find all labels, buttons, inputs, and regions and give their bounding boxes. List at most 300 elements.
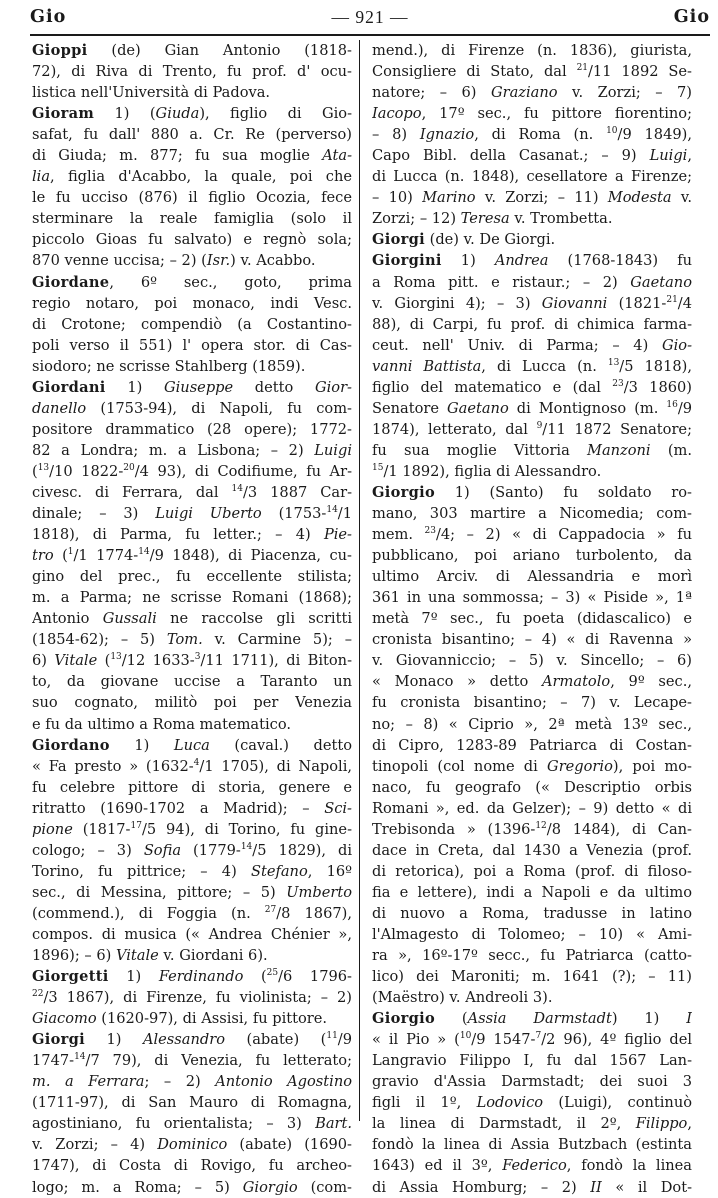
italic-text: Marino <box>422 189 476 207</box>
text-run: Zorzi; – 12) <box>372 210 461 228</box>
text-run: safat, fu dall' 880 a. Cr. Re (perverso) <box>32 126 352 144</box>
text-run: detto <box>233 378 315 396</box>
text-run: (1854-62); – 5) <box>32 631 167 649</box>
text-line <box>372 461 692 482</box>
text-run: « il Pio » ( <box>372 1031 460 1049</box>
text-line <box>32 461 352 482</box>
text-line <box>32 587 352 608</box>
italic-text: vanni Battista <box>372 357 482 375</box>
superscript: 11 <box>326 1031 338 1042</box>
superscript: 14 <box>231 484 243 495</box>
superscript: 1 <box>67 547 74 558</box>
text-run: mano, 303 martire a Nicomedia; com- <box>372 505 692 523</box>
text-line <box>372 1155 692 1176</box>
text-run: gravio d'Assia Darmstadt; dei suoi 3 <box>372 1073 692 1091</box>
text-line <box>372 482 692 503</box>
italic-text: Luca <box>173 736 210 754</box>
text-run: « il Dot- <box>601 1178 692 1196</box>
superscript: 14 <box>326 505 338 516</box>
left-column <box>32 40 352 1198</box>
text-run: di Assia Homburg; – 2) <box>372 1178 591 1196</box>
headword: Giorgetti <box>32 968 109 986</box>
italic-text: Ata- <box>322 147 352 165</box>
text-run: /9 1849), <box>617 126 692 144</box>
text-run: /3 1867), di Firenze, fu violinista; – 2) <box>43 989 352 1007</box>
text-line <box>372 166 692 187</box>
text-run: , figlia d'Acabbo, la quale, poi che <box>50 168 352 186</box>
text-run: e fu da ultimo a Roma matematico. <box>32 715 292 733</box>
italic-text: I <box>686 1010 692 1028</box>
text-run: sterminare la reale famiglia (solo il <box>32 210 352 228</box>
text-run: /6 1796- <box>278 968 352 986</box>
text-run: logo; m. a Roma; – 5) <box>32 1178 243 1196</box>
text-line <box>372 250 692 271</box>
italic-text: Isr. <box>206 252 231 270</box>
text-line <box>372 735 692 756</box>
italic-text: danello <box>32 399 87 417</box>
text-run: sec., di Messina, pittore; – 5) <box>32 883 287 901</box>
text-run: dinale; – 3) <box>32 505 156 523</box>
text-line <box>32 756 352 777</box>
italic-text: Bart. <box>315 1115 352 1133</box>
text-run: /3 1887 Car- <box>242 483 352 501</box>
headword: Giorgini <box>372 252 442 270</box>
text-run: (1620-97), di Assisi, fu pittore. <box>96 1010 328 1028</box>
text-run: metà 7º sec., fu poeta (didascalico) e <box>372 610 692 628</box>
text-run: compos. di musica (« Andrea Chénier », <box>32 925 352 943</box>
text-run: (abate) ( <box>225 1031 327 1049</box>
text-line <box>372 987 692 1008</box>
text-run: (commend.), di Foggia (n. <box>32 904 265 922</box>
text-line <box>372 566 692 587</box>
text-run: 361 in una sommossa; – 3) « Piside », 1ª <box>372 589 692 607</box>
text-run: Senatore <box>372 399 447 417</box>
text-line <box>32 1134 352 1155</box>
text-run: fu cronista bisantino; – 7) v. Lecape- <box>372 694 692 712</box>
text-line <box>372 335 692 356</box>
italic-text: Graziano <box>490 84 558 102</box>
text-line <box>32 482 352 503</box>
text-run: poli verso il 551) l' opera stor. di Cas- <box>32 336 352 354</box>
text-run: 82 a Londra; m. a Lisbona; – 2) <box>32 441 315 459</box>
text-line <box>32 103 352 124</box>
text-run: /8 1484), di Can- <box>546 820 692 838</box>
text-run: /8 1867), <box>276 904 352 922</box>
text-line <box>32 629 352 650</box>
text-line <box>372 40 692 61</box>
text-line <box>372 1113 692 1134</box>
italic-text: Pie- <box>323 526 352 544</box>
text-run: /7 79), di Venezia, fu letterato; <box>85 1052 352 1070</box>
italic-text: Iacopo <box>372 105 422 123</box>
text-line <box>372 966 692 987</box>
italic-text: Giovanni <box>541 294 608 312</box>
text-run: di nuovo a Roma, tradusse in latino <box>372 904 692 922</box>
italic-text: Ignazio <box>419 126 475 144</box>
text-run: ) v. Acabbo. <box>230 252 316 270</box>
italic-text: Vitale <box>54 652 98 670</box>
text-run: /4 93), di Codifiume, fu Ar- <box>134 462 352 480</box>
superscript: 21 <box>666 294 678 305</box>
text-line <box>32 440 352 461</box>
text-run: ra », 16º-17º secc., fu Patriarca (catto- <box>372 947 692 965</box>
text-line <box>32 840 352 861</box>
text-run: , 6º sec., goto, prima <box>109 273 352 291</box>
text-run: , di Roma (n. <box>474 126 607 144</box>
superscript: 7 <box>535 1031 542 1042</box>
text-line <box>32 692 352 713</box>
text-line <box>32 250 352 271</box>
text-run: di Montignoso (m. <box>508 399 667 417</box>
italic-text: Giorgio <box>242 1178 298 1196</box>
text-line <box>372 1134 692 1155</box>
italic-text: Sofia <box>143 841 182 859</box>
text-run: /5 94), di Torino, fu gine- <box>141 820 352 838</box>
text-line <box>372 608 692 629</box>
text-line <box>32 987 352 1008</box>
text-line <box>32 124 352 145</box>
text-line <box>372 314 692 335</box>
text-line <box>372 229 692 250</box>
text-run: v. Giovanniccio; – 5) v. Sincello; – 6) <box>372 652 692 670</box>
headword: Giorgio <box>372 1010 436 1028</box>
text-line <box>372 1071 692 1092</box>
text-run: (1753- <box>261 505 327 523</box>
italic-text: Stefano <box>250 862 308 880</box>
text-run: Capo Bibl. della Casanat.; – 9) <box>372 147 650 165</box>
superscript: 17 <box>130 820 142 831</box>
text-line <box>32 650 352 671</box>
text-line <box>32 314 352 335</box>
text-run: 1896); – 6) <box>32 947 116 965</box>
text-run: cronista bisantino; – 4) « di Ravenna » <box>372 631 692 649</box>
text-run: /9 <box>677 399 692 417</box>
text-line <box>372 714 692 735</box>
text-line <box>372 1008 692 1029</box>
superscript: 21 <box>576 63 589 74</box>
text-line <box>32 503 352 524</box>
superscript: 27 <box>264 905 277 916</box>
superscript: 14 <box>74 1052 86 1063</box>
text-run: /5 1818), <box>619 357 692 375</box>
text-run: /1 1705), di Napoli, <box>199 757 352 775</box>
text-run: , 16º <box>307 862 352 880</box>
text-line <box>372 1177 692 1198</box>
superscript: 10 <box>606 126 618 137</box>
text-line <box>372 503 692 524</box>
text-run: (m. <box>650 441 692 459</box>
text-run: Torino, fu pittrice; – 4) <box>32 862 251 880</box>
text-run: 1) <box>84 1031 143 1049</box>
superscript: 3 <box>194 652 201 663</box>
text-run: di retorica), poi a Roma (prof. di filoso- <box>372 862 692 880</box>
text-line <box>32 1113 352 1134</box>
text-run: 1874), letterato, dal <box>372 420 537 438</box>
text-line <box>32 798 352 819</box>
text-line <box>32 524 352 545</box>
page-number: — 921 — <box>331 6 409 27</box>
italic-text: Filippo <box>635 1115 688 1133</box>
text-run: , <box>687 1115 692 1133</box>
superscript: 13 <box>110 652 122 663</box>
text-run: « Monaco » detto <box>372 673 543 691</box>
text-run: fia e lettere), indi a Napoli e da ultimo <box>372 883 692 901</box>
text-run: /4 <box>677 294 692 312</box>
text-run: figlio del matematico e (dal <box>372 378 613 396</box>
text-line <box>32 945 352 966</box>
text-line <box>372 419 692 440</box>
italic-text: II <box>590 1178 602 1196</box>
text-line <box>32 1050 352 1071</box>
text-run: /3 1860) <box>623 378 692 396</box>
italic-text: pione <box>32 820 73 838</box>
text-run: (com- <box>297 1178 352 1196</box>
text-run: mem. <box>372 526 425 544</box>
text-run: natore; – 6) <box>372 84 491 102</box>
text-run: ) 1) <box>611 1010 687 1028</box>
text-line <box>372 208 692 229</box>
superscript: 16 <box>666 399 678 410</box>
text-line <box>372 587 692 608</box>
text-run: ceut. nell' Univ. di Parma; – 4) <box>372 336 662 354</box>
text-run: v. Zorzi; – 4) <box>32 1136 158 1154</box>
text-line <box>32 229 352 250</box>
text-run: /11 1711), di Biton- <box>200 652 352 670</box>
text-run: 1818), di Parma, fu letter.; – 4) <box>32 526 324 544</box>
text-run: v. Trombetta. <box>509 210 613 228</box>
text-run: Langravio Filippo I, fu dal 1567 Lan- <box>372 1052 692 1070</box>
text-line <box>372 861 692 882</box>
text-run: a Roma pitt. e ristaur.; – 2) <box>372 273 631 291</box>
text-run: di Cipro, 1283-89 Patriarca di Costan- <box>372 736 692 754</box>
text-run: (1817- <box>72 820 131 838</box>
superscript: 13 <box>37 463 50 474</box>
italic-text: lia <box>32 168 51 186</box>
text-run: v. Carmine 5); – <box>202 631 352 649</box>
text-run: agostiniano, fu orientalista; – 3) <box>32 1115 316 1133</box>
text-run: /10 1822- <box>49 462 124 480</box>
text-line <box>372 650 692 671</box>
text-line <box>372 671 692 692</box>
text-line <box>32 819 352 840</box>
text-run: – 10) <box>372 189 423 207</box>
text-line <box>32 1177 352 1198</box>
text-run: – 8) <box>372 126 420 144</box>
header-rule <box>30 34 710 36</box>
text-run: listica nell'Università di Padova. <box>32 84 271 102</box>
text-run: /9 1848), di Piacenza, cu- <box>149 547 352 565</box>
text-run: naco, fu geografo (« Descriptio orbis <box>372 778 692 796</box>
text-line <box>32 1008 352 1029</box>
text-run: fondò la linea di Assia Butzbach (estinta <box>372 1136 692 1154</box>
text-run: dace in Creta, dal 1430 a Venezia (prof. <box>372 841 692 859</box>
text-line <box>372 924 692 945</box>
text-run: 1) ( <box>94 105 156 123</box>
text-run: /1 1774- <box>73 547 139 565</box>
text-run: (1753-94), di Napoli, fu com- <box>86 399 352 417</box>
text-run: 6) <box>32 652 55 670</box>
text-run: suo cognato, militò poi per Venezia <box>32 694 352 712</box>
text-run: di Lucca (n. 1848), cesellatore a Firenze; <box>372 168 692 186</box>
italic-text: Alessandro <box>142 1031 225 1049</box>
text-line <box>372 377 692 398</box>
text-run: gino del prec., fu eccellente stilista; <box>32 568 352 586</box>
text-run: Antonio <box>32 610 103 628</box>
text-run: (de) v. De Giorgi. <box>424 231 556 249</box>
text-run: le fu ucciso (876) il figlio Ocozia, fece <box>32 189 352 207</box>
italic-text: Manzoni <box>587 441 651 459</box>
italic-text: Sci- <box>324 799 352 817</box>
text-run: l'Almagesto di Tolomeo; – 10) « Ami- <box>372 925 692 943</box>
text-line <box>32 419 352 440</box>
text-run: /1 <box>337 505 352 523</box>
italic-text: Tom. <box>166 631 203 649</box>
text-run: mend.), di Firenze (n. 1836), giurista, <box>372 42 692 59</box>
text-run: siodoro; ne scrisse Stahlberg (1859). <box>32 357 306 375</box>
headword: Gioppi <box>32 42 88 59</box>
text-line <box>372 777 692 798</box>
text-run: la linea di Darmstadt, il 2º, <box>372 1115 636 1133</box>
text-line <box>32 882 352 903</box>
text-run: « Fa presto » (1632- <box>32 757 194 775</box>
right-column <box>372 40 692 1198</box>
italic-text: Lodovico <box>476 1094 544 1112</box>
italic-text: Giuda <box>155 105 200 123</box>
text-line <box>372 840 692 861</box>
text-line <box>372 293 692 314</box>
text-run: 1747- <box>32 1052 75 1070</box>
text-run: 1) <box>441 252 495 270</box>
text-run: fu sua moglie Vittoria <box>372 441 588 459</box>
text-line <box>372 82 692 103</box>
text-run: fu celebre pittore di storia, genere e <box>32 778 352 796</box>
italic-text: Armatolo <box>542 673 611 691</box>
text-line <box>32 61 352 82</box>
italic-text: Luigi <box>649 147 688 165</box>
text-line <box>372 124 692 145</box>
headword: Giorgi <box>32 1031 85 1049</box>
text-line <box>32 377 352 398</box>
text-line <box>32 145 352 166</box>
text-line <box>372 903 692 924</box>
text-run: 1) <box>108 968 159 986</box>
text-line <box>372 629 692 650</box>
superscript: 13 <box>607 357 620 368</box>
text-run: ( <box>32 462 38 480</box>
text-line <box>372 1092 692 1113</box>
text-run: (1779- <box>181 841 241 859</box>
text-run: 1) <box>109 736 174 754</box>
text-run: (1821- <box>607 294 667 312</box>
text-run: pubblicano, poi ariano turbolento, da <box>372 547 692 565</box>
superscript: 10 <box>459 1031 472 1042</box>
text-line <box>372 798 692 819</box>
text-line <box>32 1029 352 1050</box>
italic-text: Antonio Agostino <box>215 1073 352 1091</box>
superscript: 4 <box>193 757 200 768</box>
text-run: (abate) (1690- <box>227 1136 352 1154</box>
text-line <box>372 440 692 461</box>
text-run: ( <box>53 547 68 565</box>
text-line <box>372 398 692 419</box>
text-run: positore drammatico (28 opere); 1772- <box>32 420 352 438</box>
text-line <box>32 40 352 61</box>
text-run: ), poi mo- <box>612 757 692 775</box>
text-run: 72), di Riva di Trento, fu prof. d' ocu- <box>32 63 352 81</box>
italic-text: Ferdinando <box>158 968 244 986</box>
text-run: m. a Parma; ne scrisse Romani (1868); <box>32 589 352 607</box>
headword: Gioram <box>32 105 95 123</box>
text-run: (1768-1843) fu <box>548 252 692 270</box>
italic-text: Gussali <box>102 610 157 628</box>
text-line <box>32 208 352 229</box>
text-run: /11 1872 Senatore; <box>542 420 692 438</box>
text-line <box>32 608 352 629</box>
text-run: ), figlio di Gio- <box>199 105 352 123</box>
text-run: (Maëstro) v. Andreoli 3). <box>372 989 553 1007</box>
superscript: 23 <box>612 378 624 389</box>
text-line <box>372 545 692 566</box>
italic-text: Andrea <box>494 252 549 270</box>
text-run: piccolo Gioas fu salvato) e regnò sola; <box>32 231 352 249</box>
headword: Giorgi <box>372 231 425 249</box>
text-run: /9 <box>337 1031 352 1049</box>
text-run: 1747), di Costa di Rovigo, fu archeo- <box>32 1157 352 1175</box>
headword: Giordano <box>32 736 110 754</box>
text-run: ; – 2) <box>144 1073 216 1091</box>
headword: Giordane <box>32 273 110 291</box>
text-run: to, da giovane uccise a Taranto un <box>32 673 352 691</box>
text-line <box>372 945 692 966</box>
text-line <box>32 924 352 945</box>
text-line <box>32 82 352 103</box>
text-run: 1) (Santo) fu soldato ro- <box>435 483 692 501</box>
text-run: v. <box>671 189 692 207</box>
text-run: ( <box>435 1010 468 1028</box>
running-header <box>30 4 710 30</box>
text-run: no; – 8) « Ciprio », 2ª metà 13º sec., <box>372 715 692 733</box>
text-run: ( <box>243 968 267 986</box>
text-run: cologo; – 3) <box>32 841 144 859</box>
superscript: 22 <box>32 989 44 1000</box>
text-line <box>372 145 692 166</box>
text-run: /12 1633- <box>121 652 195 670</box>
text-line <box>372 272 692 293</box>
text-run: 1) <box>105 378 164 396</box>
text-line <box>372 1050 692 1071</box>
text-run: civesc. di Ferrara, dal <box>32 483 232 501</box>
text-run: figli il 1º, <box>372 1094 477 1112</box>
text-run: (de) Gian Antonio (1818- <box>87 42 352 59</box>
text-line <box>32 1071 352 1092</box>
text-line <box>32 966 352 987</box>
text-run: v. Giorgini 4); – 3) <box>372 294 542 312</box>
text-run: 88), di Carpi, fu prof. di chimica farma- <box>372 315 692 333</box>
text-run: (1711-97), di San Mauro di Romagna, <box>32 1094 352 1112</box>
text-run: v. Zorzi; – 7) <box>557 84 692 102</box>
text-line <box>32 671 352 692</box>
italic-text: Gio- <box>661 336 692 354</box>
text-run: , 17º sec., fu pittore fiorentino; <box>421 105 692 123</box>
text-run: ne raccolse gli scritti <box>156 610 352 628</box>
text-run: Romani », ed. da Gelzer); – 9) detto « di <box>372 799 692 817</box>
italic-text: Gaetano <box>447 399 509 417</box>
superscript: 20 <box>123 463 135 474</box>
italic-text: Gregorio <box>547 757 613 775</box>
text-run: /11 1892 Se- <box>588 63 692 81</box>
text-run: di Giuda; m. 877; fu sua moglie <box>32 147 323 165</box>
italic-text: Umberto <box>286 883 352 901</box>
